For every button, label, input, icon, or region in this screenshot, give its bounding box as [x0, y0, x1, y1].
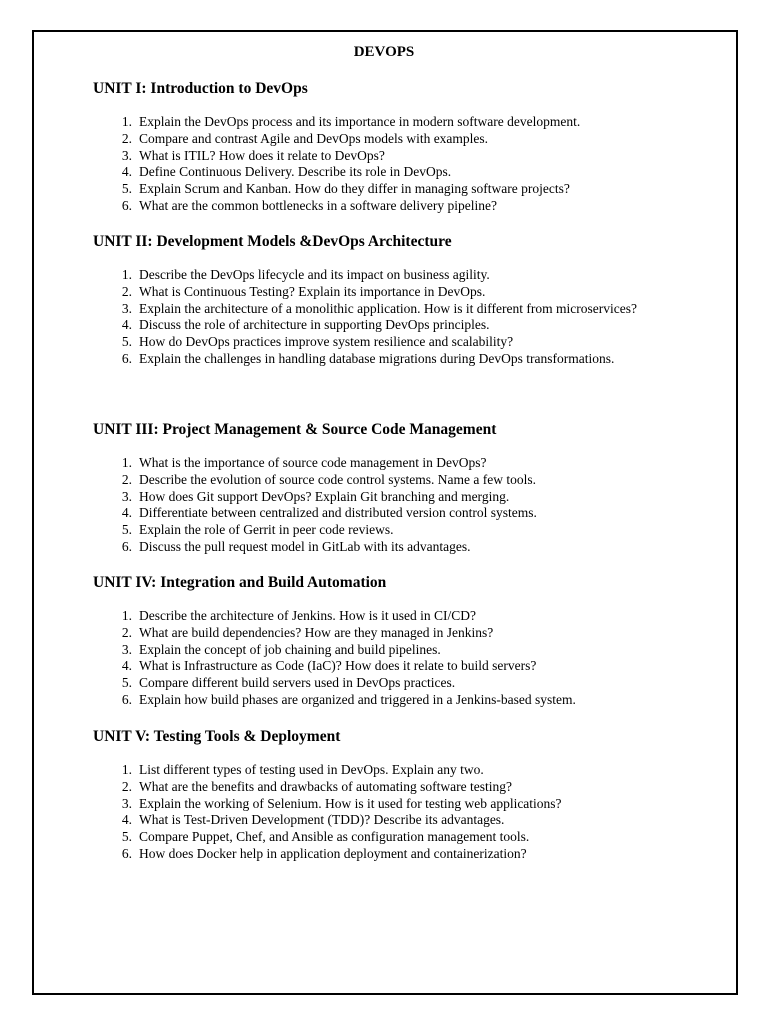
- unit-4-section: [93, 574, 693, 709]
- question-number: 5.: [121, 675, 132, 691]
- unit-1-section: [93, 80, 693, 215]
- question-text: Discuss the role of architecture in supporting DevOps principles.: [139, 317, 490, 333]
- question-number: 3.: [121, 300, 132, 316]
- question-item: [93, 334, 693, 351]
- question-item: [93, 114, 693, 131]
- question-number: 6.: [121, 197, 132, 213]
- question-item: [93, 351, 693, 368]
- question-number: 4.: [121, 658, 132, 674]
- question-text: Explain the working of Selenium. How is it used for testing web applications?: [139, 795, 562, 811]
- question-text: What are the benefits and drawbacks of automating software testing?: [139, 778, 512, 794]
- question-list: [93, 608, 693, 709]
- question-number: 2.: [121, 283, 132, 299]
- question-item: [93, 796, 693, 813]
- question-number: 4.: [121, 164, 132, 180]
- question-item: [93, 505, 693, 522]
- question-text: Explain Scrum and Kanban. How do they differ in managing software projects?: [139, 181, 570, 197]
- question-item: [93, 181, 693, 198]
- question-text: How do DevOps practices improve system resilience and scalability?: [139, 334, 514, 350]
- question-number: 3.: [121, 795, 132, 811]
- question-item: [93, 625, 693, 642]
- question-number: 4.: [121, 505, 132, 521]
- question-number: 1.: [121, 608, 132, 623]
- question-item: [93, 489, 693, 506]
- question-text: Describe the architecture of Jenkins. How is it used in CI/CD?: [139, 608, 477, 623]
- question-number: 4.: [121, 812, 132, 828]
- question-number: 3.: [121, 488, 132, 504]
- question-item: [93, 522, 693, 539]
- question-text: How does Git support DevOps? Explain Git branching and merging.: [139, 488, 510, 504]
- unit-5-section: [93, 728, 693, 863]
- question-number: 2.: [121, 130, 132, 146]
- question-item: [93, 608, 693, 625]
- question-text: Compare Puppet, Chef, and Ansible as configuration management tools.: [139, 829, 530, 845]
- question-text: Explain the role of Gerrit in peer code reviews.: [139, 522, 394, 538]
- question-number: 6.: [121, 845, 132, 861]
- question-item: [93, 317, 693, 334]
- question-item: [93, 658, 693, 675]
- question-item: [93, 284, 693, 301]
- question-text: Differentiate between centralized and distributed version control systems.: [139, 505, 537, 521]
- question-number: 1.: [121, 762, 132, 777]
- question-list: [93, 762, 693, 863]
- question-item: [93, 692, 693, 709]
- question-item: [93, 829, 693, 846]
- question-number: 1.: [121, 267, 132, 282]
- question-item: [93, 846, 693, 863]
- question-item: [93, 198, 693, 215]
- question-text: What is Continuous Testing? Explain its importance in DevOps.: [139, 283, 486, 299]
- question-item: [93, 164, 693, 181]
- question-item: [93, 539, 693, 556]
- question-item: [93, 762, 693, 779]
- question-item: [93, 812, 693, 829]
- question-text: Explain the architecture of a monolithic application. How is it different from microservices?: [139, 300, 637, 316]
- document-title: DEVOPS: [353, 44, 415, 60]
- question-number: 5.: [121, 522, 132, 538]
- question-number: 6.: [121, 691, 132, 707]
- question-number: 5.: [121, 829, 132, 845]
- question-number: 5.: [121, 334, 132, 350]
- question-text: How does Docker help in application deployment and containerization?: [139, 845, 527, 861]
- question-number: 4.: [121, 317, 132, 333]
- unit-2-section: [93, 233, 693, 368]
- unit-heading: UNIT IV: Integration and Build Automation: [93, 574, 387, 591]
- question-number: 2.: [121, 471, 132, 487]
- question-text: What is ITIL? How does it relate to DevOps?: [139, 147, 385, 163]
- question-number: 2.: [121, 778, 132, 794]
- question-item: [93, 301, 693, 318]
- question-item: [93, 267, 693, 284]
- question-item: [93, 779, 693, 796]
- question-text: Explain how build phases are organized and triggered in a Jenkins-based system.: [139, 691, 576, 707]
- question-text: What are build dependencies? How are they managed in Jenkins?: [139, 624, 494, 640]
- unit-heading: UNIT II: Development Models &DevOps Architecture: [93, 233, 452, 250]
- question-item: [93, 675, 693, 692]
- question-text: Define Continuous Delivery. Describe its role in DevOps.: [139, 164, 452, 180]
- question-text: Explain the DevOps process and its importance in modern software development.: [139, 114, 581, 129]
- question-number: 1.: [121, 455, 132, 470]
- question-text: What are the common bottlenecks in a software delivery pipeline?: [139, 197, 497, 213]
- question-number: 1.: [121, 114, 132, 129]
- question-text: Explain the concept of job chaining and build pipelines.: [139, 641, 441, 657]
- question-number: 2.: [121, 624, 132, 640]
- question-text: List different types of testing used in DevOps. Explain any two.: [139, 762, 484, 777]
- question-text: What is Infrastructure as Code (IaC)? How does it relate to build servers?: [139, 658, 537, 674]
- question-item: [93, 148, 693, 165]
- question-number: 6.: [121, 538, 132, 554]
- question-item: [93, 642, 693, 659]
- question-text: Compare and contrast Agile and DevOps models with examples.: [139, 130, 489, 146]
- question-text: Discuss the pull request model in GitLab with its advantages.: [139, 538, 471, 554]
- unit-3-section: [93, 421, 693, 556]
- question-number: 3.: [121, 147, 132, 163]
- question-text: Describe the evolution of source code control systems. Name a few tools.: [139, 471, 537, 487]
- unit-heading: UNIT I: Introduction to DevOps: [93, 80, 308, 97]
- question-text: Describe the DevOps lifecycle and its impact on business agility.: [139, 267, 490, 282]
- question-item: [93, 455, 693, 472]
- question-list: [93, 455, 693, 556]
- question-text: Compare different build servers used in DevOps practices.: [139, 675, 456, 691]
- question-list: [93, 267, 693, 368]
- question-item: [93, 472, 693, 489]
- question-list: [93, 114, 693, 215]
- question-text: What is Test-Driven Development (TDD)? Describe its advantages.: [139, 812, 505, 828]
- unit-heading: UNIT V: Testing Tools & Deployment: [93, 728, 341, 745]
- question-number: 6.: [121, 350, 132, 366]
- question-text: Explain the challenges in handling database migrations during DevOps transformations.: [139, 350, 615, 366]
- question-text: What is the importance of source code management in DevOps?: [139, 455, 487, 470]
- question-number: 5.: [121, 181, 132, 197]
- question-number: 3.: [121, 641, 132, 657]
- question-item: [93, 131, 693, 148]
- unit-heading: UNIT III: Project Management & Source Code Management: [93, 421, 497, 438]
